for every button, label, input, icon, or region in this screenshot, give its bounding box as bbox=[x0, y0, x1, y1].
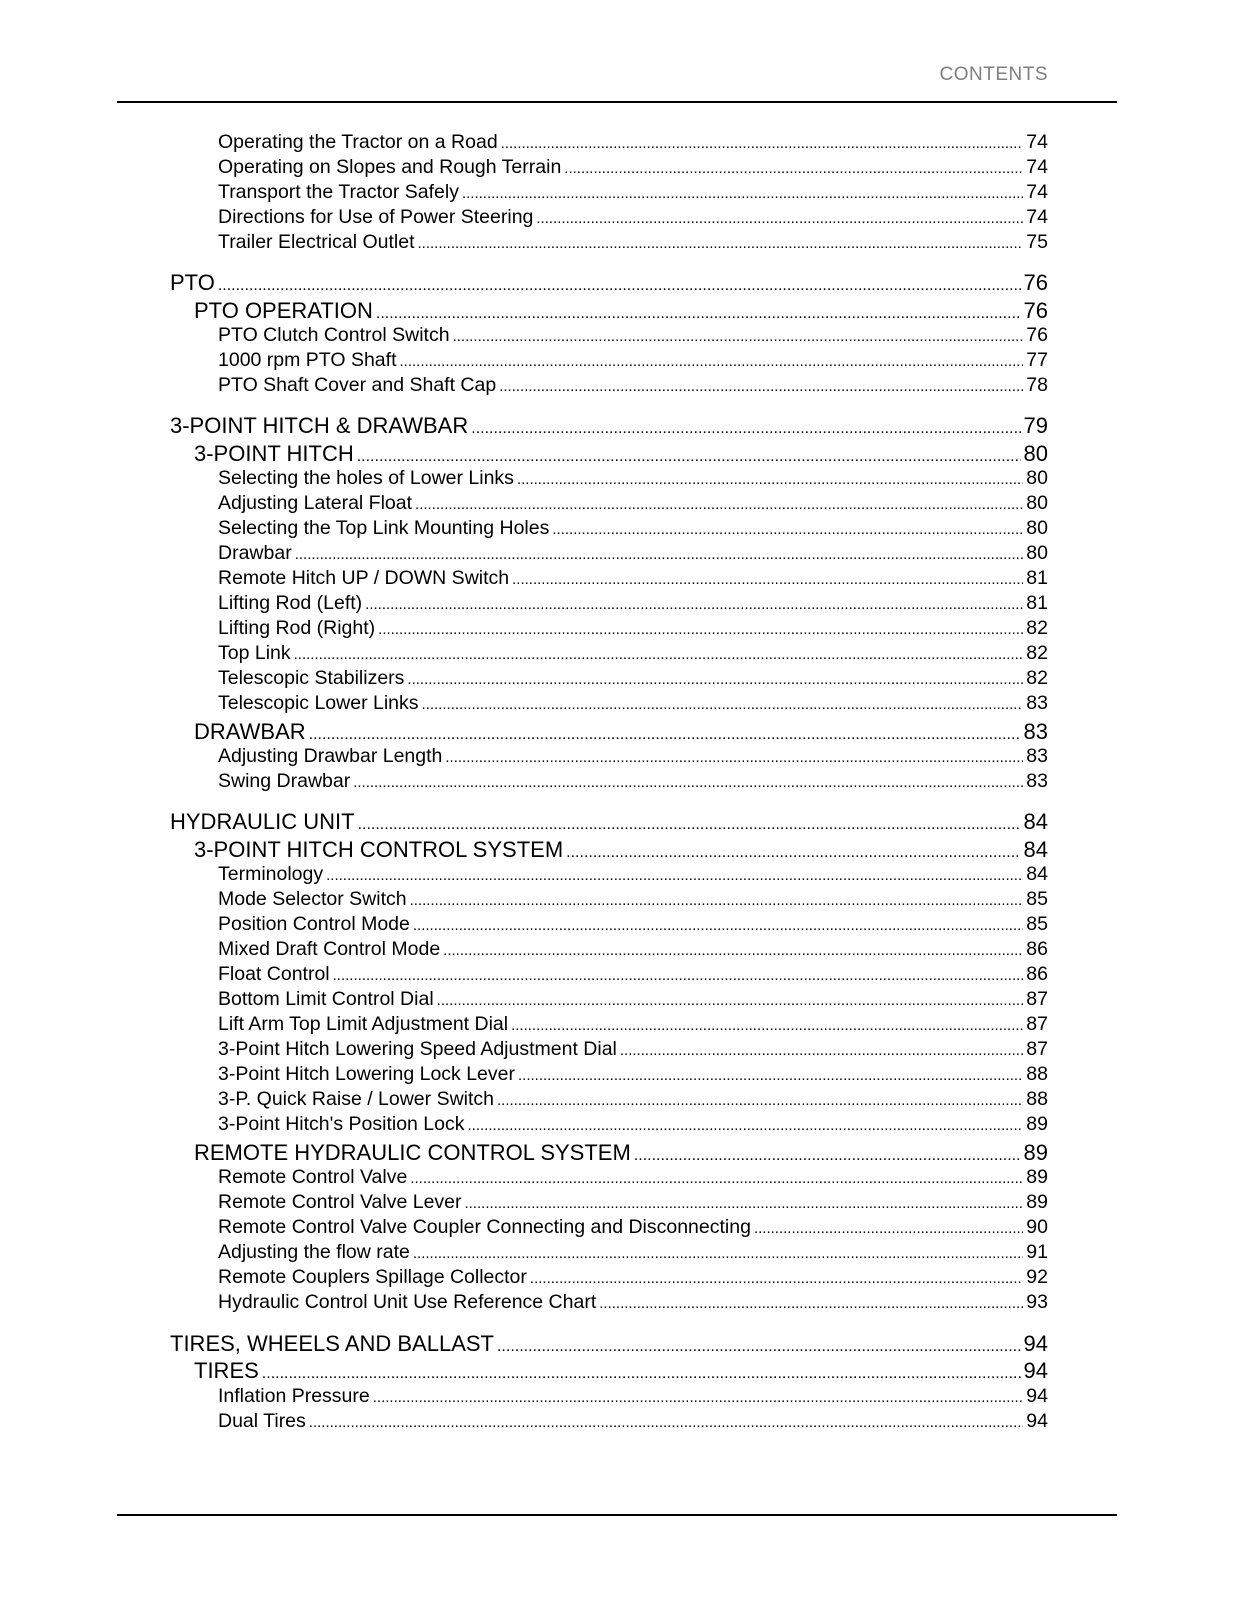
toc-entry-page: 78 bbox=[1026, 374, 1048, 396]
toc-entry-title: 3-Point Hitch's Position Lock bbox=[218, 1113, 465, 1135]
toc-entry[interactable] bbox=[170, 413, 1048, 439]
toc-entry-page: 92 bbox=[1026, 1266, 1048, 1288]
toc-entry-title: Adjusting the flow rate bbox=[218, 1241, 410, 1263]
toc-entry[interactable] bbox=[194, 1358, 1048, 1384]
dot-leader bbox=[326, 863, 1023, 886]
dot-leader bbox=[445, 745, 1023, 768]
toc-entry-title: Swing Drawbar bbox=[218, 770, 351, 792]
toc-entry-title: 3-P. Quick Raise / Lower Switch bbox=[218, 1088, 494, 1110]
toc-entry-page: 86 bbox=[1026, 938, 1048, 960]
toc-entry-page: 89 bbox=[1023, 1140, 1048, 1165]
toc-entry-page: 84 bbox=[1023, 809, 1048, 834]
toc-entry-page: 84 bbox=[1026, 863, 1048, 885]
toc-entry-title: 3-Point Hitch Lowering Lock Lever bbox=[218, 1063, 515, 1085]
dot-leader bbox=[462, 181, 1023, 204]
toc-entry-page: 83 bbox=[1026, 692, 1048, 714]
toc-entry-title: Operating on Slopes and Rough Terrain bbox=[218, 156, 562, 178]
toc-entry[interactable] bbox=[218, 1241, 1048, 1264]
dot-leader bbox=[358, 809, 1021, 835]
toc-entry-title: 1000 rpm PTO Shaft bbox=[218, 349, 397, 371]
toc-entry-page: 83 bbox=[1026, 745, 1048, 767]
toc-entry[interactable] bbox=[218, 567, 1048, 590]
toc-entry[interactable] bbox=[194, 1140, 1048, 1166]
toc-entry-title: 3-POINT HITCH bbox=[194, 441, 354, 466]
toc-entry-title: Lift Arm Top Limit Adjustment Dial bbox=[218, 1013, 509, 1035]
toc-entry-title: TIRES bbox=[194, 1358, 259, 1383]
toc-entry-page: 74 bbox=[1026, 206, 1048, 228]
toc-entry-title: Dual Tires bbox=[218, 1410, 306, 1432]
dot-leader bbox=[418, 231, 1024, 254]
dot-leader bbox=[413, 1241, 1023, 1264]
dot-leader bbox=[399, 349, 1023, 372]
toc-entry-title: Selecting the holes of Lower Links bbox=[218, 467, 514, 489]
toc-entry-page: 80 bbox=[1026, 542, 1048, 564]
dot-leader bbox=[294, 642, 1024, 665]
toc-entry-title: Telescopic Lower Links bbox=[218, 692, 419, 714]
toc-entry-page: 84 bbox=[1023, 837, 1048, 862]
toc-entry[interactable] bbox=[218, 206, 1048, 229]
dot-leader bbox=[599, 1291, 1023, 1314]
dot-leader bbox=[511, 1013, 1023, 1036]
dot-leader bbox=[471, 413, 1020, 439]
toc-entry-page: 87 bbox=[1026, 1013, 1048, 1035]
dot-leader bbox=[620, 1038, 1023, 1061]
toc-entry-page: 94 bbox=[1026, 1410, 1048, 1432]
toc-entry[interactable] bbox=[218, 938, 1048, 961]
dot-leader bbox=[376, 298, 1021, 324]
toc-entry-title: Transport the Tractor Safely bbox=[218, 181, 459, 203]
toc-entry-title: Telescopic Stabilizers bbox=[218, 667, 405, 689]
toc-entry[interactable] bbox=[218, 181, 1048, 204]
toc-entry-title: HYDRAULIC UNIT bbox=[170, 809, 355, 834]
toc-entry-page: 89 bbox=[1026, 1113, 1048, 1135]
dot-leader bbox=[501, 131, 1024, 154]
toc-entry[interactable] bbox=[218, 963, 1048, 986]
toc-entry-page: 94 bbox=[1026, 1385, 1048, 1407]
toc-entry[interactable] bbox=[218, 231, 1048, 254]
toc-entry-page: 74 bbox=[1026, 131, 1048, 153]
toc-entry[interactable] bbox=[170, 809, 1048, 835]
dot-leader bbox=[365, 592, 1023, 615]
toc-entry-title: Lifting Rod (Left) bbox=[218, 592, 363, 614]
toc-entry[interactable] bbox=[218, 770, 1048, 793]
toc-entry-page: 89 bbox=[1026, 1166, 1048, 1188]
toc-entry-title: 3-Point Hitch Lowering Speed Adjustment Dial bbox=[218, 1038, 617, 1060]
toc-entry-title: Remote Control Valve Coupler Connecting and Disconnecting bbox=[218, 1216, 751, 1238]
dot-leader bbox=[415, 492, 1023, 515]
toc-entry-page: 88 bbox=[1026, 1063, 1048, 1085]
toc-entry-title: PTO Clutch Control Switch bbox=[218, 324, 450, 346]
dot-leader bbox=[499, 374, 1023, 397]
toc-entry-page: 94 bbox=[1023, 1358, 1048, 1383]
toc-entry-page: 80 bbox=[1026, 492, 1048, 514]
dot-leader bbox=[422, 692, 1024, 715]
toc-entry[interactable] bbox=[218, 1385, 1048, 1408]
toc-entry-page: 93 bbox=[1026, 1291, 1048, 1313]
header-rule bbox=[117, 101, 1117, 103]
dot-leader bbox=[410, 1166, 1023, 1189]
toc-entry[interactable] bbox=[194, 837, 1048, 863]
toc-entry-title: PTO Shaft Cover and Shaft Cap bbox=[218, 374, 497, 396]
toc-entry-page: 81 bbox=[1026, 567, 1048, 589]
toc-entry[interactable] bbox=[218, 988, 1048, 1011]
running-header: CONTENTS bbox=[939, 64, 1048, 85]
toc-entry[interactable] bbox=[218, 1088, 1048, 1111]
toc-entry[interactable] bbox=[218, 1266, 1048, 1289]
dot-leader bbox=[295, 542, 1024, 565]
dot-leader bbox=[437, 988, 1024, 1011]
toc-entry[interactable] bbox=[218, 1410, 1048, 1433]
dot-leader bbox=[407, 667, 1023, 690]
toc-entry-title: Mixed Draft Control Mode bbox=[218, 938, 441, 960]
toc-entry-title: DRAWBAR bbox=[194, 719, 306, 744]
toc-entry[interactable] bbox=[218, 745, 1048, 768]
toc-entry-page: 76 bbox=[1023, 298, 1048, 323]
toc-entry-title: REMOTE HYDRAULIC CONTROL SYSTEM bbox=[194, 1140, 631, 1165]
toc-entry-title: Top Link bbox=[218, 642, 291, 664]
toc-entry[interactable] bbox=[218, 1166, 1048, 1189]
toc-entry-title: Float Control bbox=[218, 963, 330, 985]
dot-leader bbox=[309, 1410, 1024, 1433]
dot-leader bbox=[497, 1331, 1021, 1357]
toc-entry-page: 80 bbox=[1026, 467, 1048, 489]
dot-leader bbox=[378, 617, 1023, 640]
dot-leader bbox=[465, 1191, 1024, 1214]
dot-leader bbox=[453, 324, 1024, 347]
toc-entry-page: 76 bbox=[1026, 324, 1048, 346]
toc-entry-page: 76 bbox=[1023, 270, 1048, 295]
toc-entry-title: Remote Control Valve bbox=[218, 1166, 408, 1188]
toc-entry-title: 3-POINT HITCH CONTROL SYSTEM bbox=[194, 837, 564, 862]
toc-entry-page: 87 bbox=[1026, 1038, 1048, 1060]
dot-leader bbox=[512, 567, 1023, 590]
toc-entry[interactable] bbox=[218, 517, 1048, 540]
dot-leader bbox=[634, 1140, 1021, 1166]
dot-leader bbox=[262, 1358, 1021, 1384]
toc-entry-page: 81 bbox=[1026, 592, 1048, 614]
toc-entry[interactable] bbox=[218, 492, 1048, 515]
footer-rule bbox=[117, 1514, 1117, 1516]
toc-entry-page: 91 bbox=[1026, 1241, 1048, 1263]
toc-entry-page: 89 bbox=[1026, 1191, 1048, 1213]
dot-leader bbox=[353, 770, 1023, 793]
dot-leader bbox=[443, 938, 1023, 961]
toc-entry[interactable] bbox=[194, 298, 1048, 324]
toc-entry[interactable] bbox=[218, 1113, 1048, 1136]
toc-entry[interactable] bbox=[218, 592, 1048, 615]
dot-leader bbox=[309, 719, 1021, 745]
toc-entry[interactable] bbox=[218, 156, 1048, 179]
toc-entry-page: 75 bbox=[1026, 231, 1048, 253]
toc-entry-title: Bottom Limit Control Dial bbox=[218, 988, 434, 1010]
toc-entry-page: 83 bbox=[1023, 719, 1048, 744]
toc-entry-title: Remote Couplers Spillage Collector bbox=[218, 1266, 527, 1288]
toc-entry-title: Position Control Mode bbox=[218, 913, 410, 935]
toc-entry-page: 83 bbox=[1026, 770, 1048, 792]
toc-entry[interactable] bbox=[218, 349, 1048, 372]
dot-leader bbox=[357, 441, 1021, 467]
toc-entry-title: PTO OPERATION bbox=[194, 298, 373, 323]
toc-entry-page: 85 bbox=[1026, 888, 1048, 910]
dot-leader bbox=[373, 1385, 1024, 1408]
toc-entry[interactable] bbox=[218, 617, 1048, 640]
toc-entry[interactable] bbox=[218, 1063, 1048, 1086]
toc-entry[interactable] bbox=[170, 1331, 1048, 1357]
toc-entry-page: 80 bbox=[1026, 517, 1048, 539]
toc-entry-title: PTO bbox=[170, 270, 215, 295]
dot-leader bbox=[564, 156, 1023, 179]
dot-leader bbox=[536, 206, 1023, 229]
toc-entry-page: 87 bbox=[1026, 988, 1048, 1010]
toc-entry[interactable] bbox=[218, 888, 1048, 911]
dot-leader bbox=[517, 467, 1023, 490]
toc-entry[interactable] bbox=[170, 270, 1048, 296]
toc-entry[interactable] bbox=[218, 1216, 1048, 1239]
toc-entry[interactable] bbox=[218, 642, 1048, 665]
dot-leader bbox=[566, 837, 1020, 863]
toc-entry[interactable] bbox=[218, 131, 1048, 154]
toc-entry-title: Drawbar bbox=[218, 542, 292, 564]
toc-entry[interactable] bbox=[218, 374, 1048, 397]
toc-entry[interactable] bbox=[218, 467, 1048, 490]
toc-entry[interactable] bbox=[218, 863, 1048, 886]
toc-entry-title: Lifting Rod (Right) bbox=[218, 617, 376, 639]
dot-leader bbox=[518, 1063, 1023, 1086]
toc-entry-page: 90 bbox=[1026, 1216, 1048, 1238]
toc-entry-title: Adjusting Drawbar Length bbox=[218, 745, 443, 767]
toc-entry[interactable] bbox=[218, 667, 1048, 690]
toc-entry-page: 86 bbox=[1026, 963, 1048, 985]
dot-leader bbox=[468, 1113, 1024, 1136]
toc-entry[interactable] bbox=[218, 692, 1048, 715]
toc-entry-page: 82 bbox=[1026, 642, 1048, 664]
toc-entry-title: Operating the Tractor on a Road bbox=[218, 131, 498, 153]
dot-leader bbox=[333, 963, 1024, 986]
toc-entry-page: 88 bbox=[1026, 1088, 1048, 1110]
toc-entry-title: Terminology bbox=[218, 863, 324, 885]
toc-entry-page: 85 bbox=[1026, 913, 1048, 935]
toc-entry[interactable] bbox=[218, 1013, 1048, 1036]
dot-leader bbox=[754, 1216, 1023, 1239]
toc-entry-title: Remote Hitch UP / DOWN Switch bbox=[218, 567, 510, 589]
toc-entry-page: 82 bbox=[1026, 617, 1048, 639]
dot-leader bbox=[552, 517, 1023, 540]
dot-leader bbox=[410, 888, 1024, 911]
dot-leader bbox=[497, 1088, 1023, 1111]
toc-entry-title: Adjusting Lateral Float bbox=[218, 492, 413, 514]
toc-entry-page: 74 bbox=[1026, 181, 1048, 203]
toc-entry[interactable] bbox=[218, 1291, 1048, 1314]
toc-entry[interactable] bbox=[194, 441, 1048, 467]
toc-entry-page: 82 bbox=[1026, 667, 1048, 689]
toc-entry-title: 3-POINT HITCH & DRAWBAR bbox=[170, 413, 469, 438]
dot-leader bbox=[530, 1266, 1023, 1289]
toc-entry-page: 77 bbox=[1026, 349, 1048, 371]
toc-entry[interactable] bbox=[218, 1038, 1048, 1061]
toc-entry[interactable] bbox=[218, 1191, 1048, 1214]
toc-entry[interactable] bbox=[218, 324, 1048, 347]
toc-entry-title: TIRES, WHEELS AND BALLAST bbox=[170, 1331, 494, 1356]
toc-entry-page: 80 bbox=[1023, 441, 1048, 466]
toc-entry-page: 94 bbox=[1023, 1331, 1048, 1356]
toc-entry-title: Trailer Electrical Outlet bbox=[218, 231, 415, 253]
toc-entry-page: 74 bbox=[1026, 156, 1048, 178]
toc-entry-title: Mode Selector Switch bbox=[218, 888, 407, 910]
toc-entry-title: Selecting the Top Link Mounting Holes bbox=[218, 517, 550, 539]
dot-leader bbox=[413, 913, 1023, 936]
toc-entry-page: 79 bbox=[1023, 413, 1048, 438]
toc-entry[interactable] bbox=[218, 542, 1048, 565]
toc-entry[interactable] bbox=[194, 719, 1048, 745]
toc-entry-title: Remote Control Valve Lever bbox=[218, 1191, 462, 1213]
dot-leader bbox=[218, 270, 1021, 296]
toc-entry-title: Directions for Use of Power Steering bbox=[218, 206, 534, 228]
toc-entry[interactable] bbox=[218, 913, 1048, 936]
toc-entry-title: Hydraulic Control Unit Use Reference Chart bbox=[218, 1291, 597, 1313]
toc-entry-title: Inflation Pressure bbox=[218, 1385, 370, 1407]
